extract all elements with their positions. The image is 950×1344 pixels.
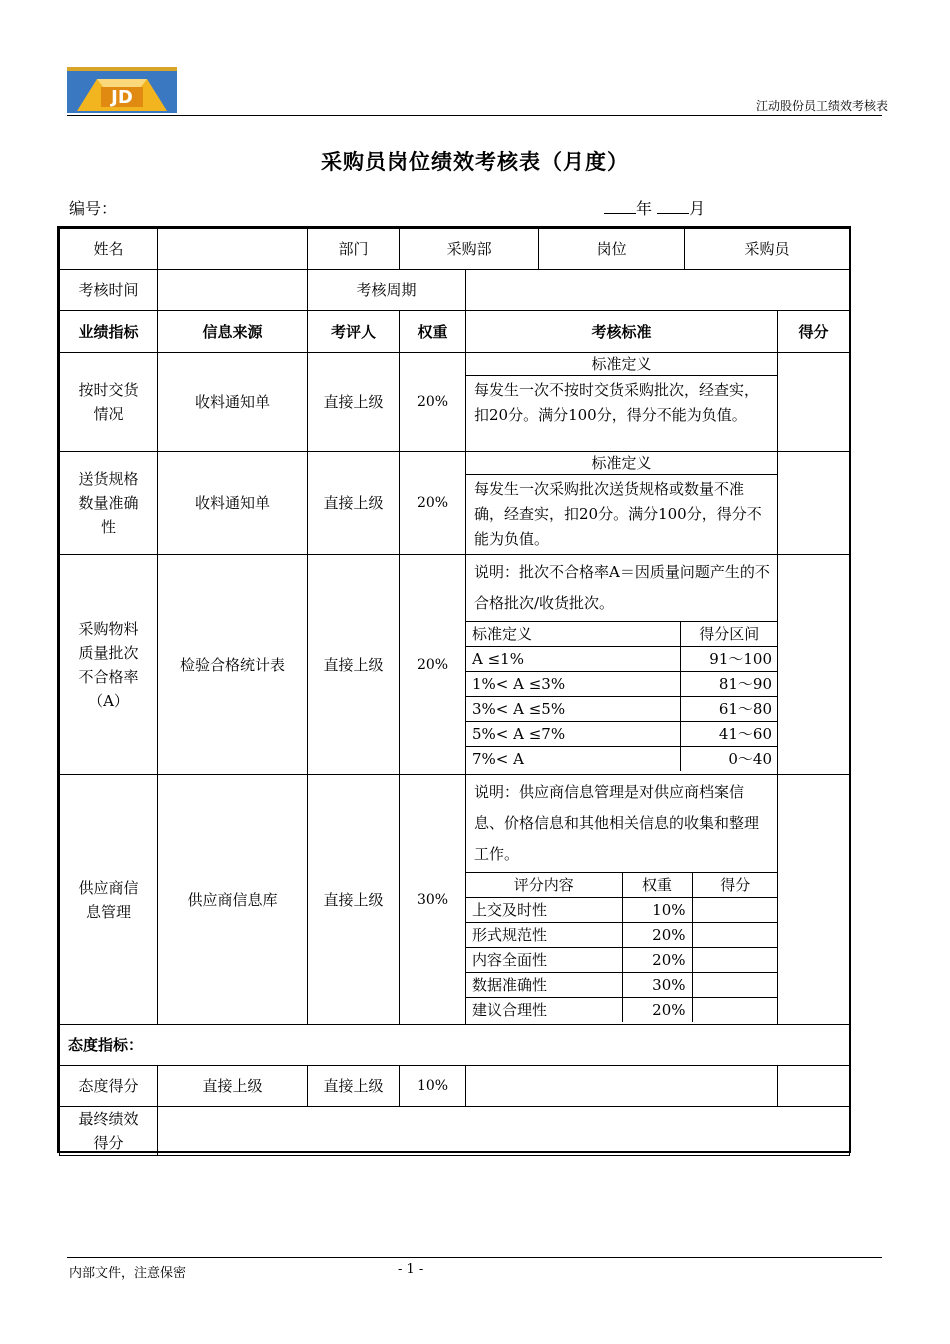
evaluator-cell: 直接上级 xyxy=(308,353,400,452)
weight-cell: 20% xyxy=(400,452,466,555)
standard-note: 说明：供应商信息管理是对供应商档案信息、价格信息和其他相关信息的收集和整理工作。 xyxy=(466,775,778,873)
header-document-title: 江动股份员工绩效考核表 xyxy=(755,99,888,113)
item-score-cell[interactable] xyxy=(692,948,778,973)
standard-title: 标准定义 xyxy=(466,452,777,475)
table-row xyxy=(60,1107,850,1156)
cycle-field[interactable] xyxy=(466,270,850,311)
item-cell: 形式规范性 xyxy=(466,923,622,948)
page-number: - 1 - xyxy=(398,1262,424,1277)
weight-cell: 20% xyxy=(400,555,466,775)
col-weight: 权重 xyxy=(400,311,466,353)
source-cell: 收料通知单 xyxy=(158,353,308,452)
month-label: 月 xyxy=(689,199,706,218)
table-row xyxy=(60,353,850,452)
confidential-note: 内部文件，注意保密 xyxy=(69,1266,187,1281)
final-score-label: 最终绩效得分 xyxy=(60,1107,158,1156)
source-cell: 收料通知单 xyxy=(158,452,308,555)
standard-title: 标准定义 xyxy=(466,353,777,376)
indicator-cell: 按时交货情况 xyxy=(60,353,158,452)
col-indicator: 业绩指标 xyxy=(60,311,158,353)
score-range-cell: 41～60 xyxy=(680,722,778,747)
attitude-score[interactable] xyxy=(778,1066,850,1107)
name-field[interactable] xyxy=(158,229,308,270)
indicator-cell: 送货规格数量准确性 xyxy=(60,452,158,555)
source-cell: 供应商信息库 xyxy=(158,775,308,1025)
evaluator-cell: 直接上级 xyxy=(308,452,400,555)
weight-cell: 30% xyxy=(400,775,466,1025)
score-cell[interactable] xyxy=(778,775,850,1025)
header-divider xyxy=(67,115,882,116)
table-row xyxy=(60,1066,850,1107)
evaluation-table xyxy=(59,228,850,1156)
standard-text: 每发生一次不按时交货采购批次，经查实，扣20分。满分100分，得分不能为负值。 xyxy=(474,381,760,424)
score-range-cell: 61～80 xyxy=(680,697,778,722)
item-weight-cell: 30% xyxy=(622,973,692,998)
standard-cell xyxy=(466,353,778,452)
standard-cell xyxy=(466,555,778,775)
svg-text:JD: JD xyxy=(111,87,133,108)
item-weight-cell: 20% xyxy=(622,948,692,973)
col-standard: 考核标准 xyxy=(466,311,778,353)
weight-cell: 20% xyxy=(400,353,466,452)
attitude-standard[interactable] xyxy=(466,1066,778,1107)
item-cell: 内容全面性 xyxy=(466,948,622,973)
range-cell: 3%< A ≤5% xyxy=(466,697,680,722)
range-cell: 5%< A ≤7% xyxy=(466,722,680,747)
attitude-section-label: 态度指标： xyxy=(60,1025,850,1066)
item-score-cell[interactable] xyxy=(692,898,778,923)
page-title: 采购员岗位绩效考核表（月度） xyxy=(321,149,629,174)
evaluator-cell: 直接上级 xyxy=(308,555,400,775)
position-label: 岗位 xyxy=(539,229,685,269)
score-range-cell: 0～40 xyxy=(680,747,778,772)
attitude-source: 直接上级 xyxy=(158,1066,308,1107)
score-range-cell: 81～90 xyxy=(680,672,778,697)
indicator-cell: 采购物料质量批次不合格率（A） xyxy=(60,555,158,775)
col-evaluator: 考评人 xyxy=(308,311,400,353)
item-cell: 建议合理性 xyxy=(472,1001,548,1019)
grid-header: 评分内容 xyxy=(466,873,622,898)
month-blank[interactable] xyxy=(657,197,689,214)
item-weight-cell: 20% xyxy=(622,998,692,1023)
grid-header: 权重 xyxy=(622,873,692,898)
item-cell: 上交及时性 xyxy=(466,898,622,923)
dept-value: 采购部 xyxy=(446,240,492,258)
item-score-cell[interactable] xyxy=(692,923,778,948)
period-time-field[interactable] xyxy=(158,270,308,311)
dept-label: 部门 xyxy=(308,229,400,270)
standard-cell xyxy=(466,775,778,1025)
evaluator-cell: 直接上级 xyxy=(308,775,400,1025)
item-score-cell[interactable] xyxy=(692,973,778,998)
standard-note: 说明：批次不合格率A＝因质量问题产生的不合格批次/收货批次。 xyxy=(466,555,778,622)
attitude-weight: 10% xyxy=(400,1066,466,1107)
indicator-cell: 供应商信息管理 xyxy=(60,775,158,1025)
item-weight-cell: 20% xyxy=(622,923,692,948)
year-blank[interactable] xyxy=(604,197,636,214)
year-label: 年 xyxy=(636,199,653,218)
attitude-indicator: 态度得分 xyxy=(60,1066,158,1107)
item-score-cell[interactable] xyxy=(692,998,778,1023)
range-cell: 7%< A xyxy=(472,750,524,768)
position-value: 采购员 xyxy=(684,229,849,269)
table-row xyxy=(60,555,850,775)
cycle-label: 考核周期 xyxy=(308,270,466,311)
col-score: 得分 xyxy=(778,311,850,353)
standard-cell xyxy=(466,452,778,555)
range-cell: A ≤1% xyxy=(466,647,680,672)
score-cell[interactable] xyxy=(778,452,850,555)
date-field xyxy=(604,196,705,219)
score-cell[interactable] xyxy=(778,555,850,775)
standard-text: 每发生一次采购批次送货规格或数量不准确，经查实，扣20分。满分100分，得分不能为负值。 xyxy=(474,480,762,548)
source-cell: 检验合格统计表 xyxy=(158,555,308,775)
score-cell[interactable] xyxy=(778,353,850,452)
grid-header: 标准定义 xyxy=(466,622,680,647)
table-row xyxy=(60,452,850,555)
grid-header: 得分区间 xyxy=(680,622,778,647)
score-range-cell: 91～100 xyxy=(680,647,778,672)
final-score-field[interactable] xyxy=(158,1107,850,1156)
number-label: 编号： xyxy=(69,199,118,218)
col-source: 信息来源 xyxy=(158,311,308,353)
range-cell: 1%< A ≤3% xyxy=(466,672,680,697)
footer-divider xyxy=(67,1257,882,1258)
attitude-evaluator: 直接上级 xyxy=(308,1066,400,1107)
period-time-label: 考核时间 xyxy=(60,270,158,311)
item-weight-cell: 10% xyxy=(622,898,692,923)
name-label: 姓名 xyxy=(60,229,158,270)
item-cell: 数据准确性 xyxy=(466,973,622,998)
table-row xyxy=(60,775,850,1025)
grid-header: 得分 xyxy=(692,873,778,898)
